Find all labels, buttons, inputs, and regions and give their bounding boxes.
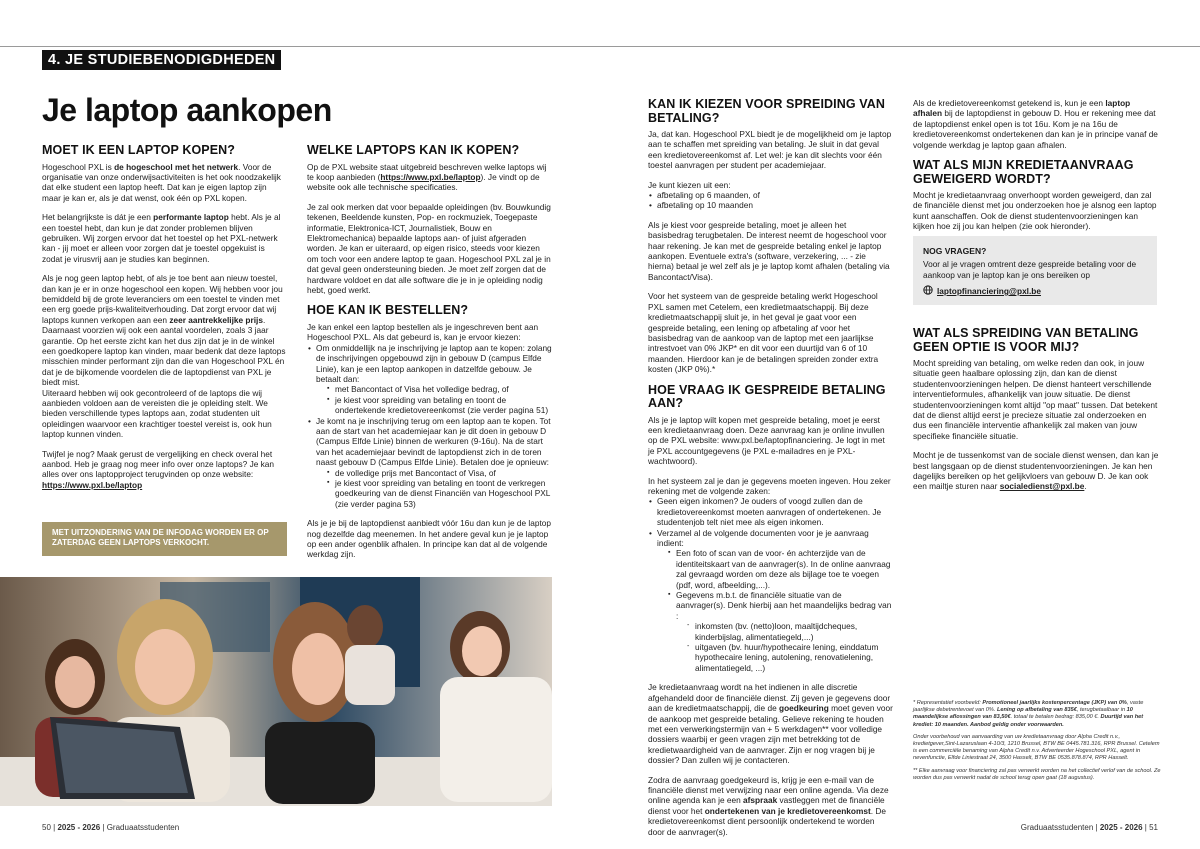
- paragraph: Op de PXL website staat uitgebreid beschreven welke laptops wij te koop aanbieden (https://www.pxl.be/laptop). Je vindt op de website ook alle technische specificaties.: [307, 161, 547, 193]
- footer-label-left: Graduaatsstudenten: [106, 823, 180, 832]
- list-item: • afbetaling op 10 maanden: [648, 200, 893, 210]
- column-4-lower: [913, 327, 1161, 501]
- paragraph: Mocht spreiding van betaling, om welke reden dan ook, in jouw situatie geen haalbare oplossing zijn, dan kan de dienst studentenvoorzieningen helpen. De dienst hanteert verschillende interventieformules, afhankelijk van jouw situatie. De dienst studentenvoorzieningen komt altijd "op maat" tussen. Dat betekent dat de dienst altijd eerst je precieze situatie zal onderzoeken en dus een financiële interventie afhankelijk zal maken van jouw specifieke financiële situatie.: [913, 358, 1158, 441]
- contact-box-text: Voor al je vragen omtrent deze gespreide betaling voor de aankoop van je laptop kan je ons bereiken op: [923, 259, 1137, 280]
- paragraph: Ja, dat kan. Hogeschool PXL biedt je de mogelijkheid om je laptop aan te schaffen met spreiding van betaling. Je sluit in dat geval een kredietovereenkomst af. Let wel: je kan dit slechts voor één toestel aanvragen per student per academiejaar.: [648, 129, 892, 171]
- contact-box-title: NOG VRAGEN?: [923, 246, 987, 256]
- requirements-list: [648, 496, 893, 673]
- paragraph: Als je nog geen laptop hebt, of als je toe bent aan nieuw toestel, dan kan je er in onze hogeschool een kopen. Wij hebben voor jou bemiddeld bij de grote leveranciers om een toestel te vinden met een erg goede prijs-kwaliteitverhouding. Dat zorgt ervoor dat wij laptops kunnen verkopen aan een zeer aantrekkelijke prijs. Daarnaast voorzien wij ook een aantal voordelen, zoals 3 jaar garantie. Op het eerste zicht kan het dus zijn dat je in de winkel een goedkopere laptop kan vinden, maar bedenk dat deze laptops misschien minder performant zijn dan die van Hogeschool PXL én dat je de bijkomende voordelen die de laptopdienst van PXL je biedt mist.: [42, 273, 286, 388]
- column-2: [307, 144, 552, 569]
- paragraph: Je kunt kiezen uit een:: [648, 179, 731, 190]
- list-item: ▪ met Bancontact of Visa het volledige bedrag, of: [326, 384, 552, 394]
- section-label: 4. JE STUDIEBENODIGDHEDEN: [42, 50, 281, 70]
- laptopfinanciering-email-link[interactable]: laptopfinanciering@pxl.be: [937, 286, 1041, 296]
- saturday-banner: MET UITZONDERING VAN DE INFODAG WORDEN ER OP ZATERDAG GEEN LAPTOPS VERKOCHT.: [42, 522, 287, 556]
- list-item: ▪ Gegevens m.b.t. de financiële situatie van de aanvrager(s). Denk hierbij aan het maandelijks bedrag van : - inkomsten (bv. (netto)loon, maaltijdcheques, kinderbijslag, alimentatiegeld,...) - uitgaven (bv. huur/hypothecaire lening, einddatum hypothecaire lening, autolening, renovatielening, alimentatiegeld, ...): [667, 590, 893, 673]
- list-item: • Je komt na je inschrijving terug om een laptop aan te kopen. Tot aan de start van het academiejaar kan je dit doen in gebouw D (Campus Elfde Linie) binnen de werkuren (9-16u). Na de start van het academiejaar bevindt de laptopdienst zich in de toren naast gebouw D (Campus Elfde Linie). Betalen doe je opnieuw: ▪ de volledige prijs met Bancontact of Visa, of ▪ je kiest voor spreiding van betaling en toont de verkregen goedkeuring van de dienst Financiën van Hogeschool PXL (zie verder pagina 53): [307, 416, 552, 510]
- heading-geen-optie: WAT ALS SPREIDING VAN BETALING GEEN OPTIE IS VOOR MIJ?: [913, 326, 1139, 354]
- column-4: [913, 98, 1161, 241]
- page-number-left: 50: [42, 823, 51, 832]
- contact-email-row[interactable]: [923, 285, 1147, 298]
- installment-options: [648, 190, 893, 211]
- paragraph: Als je je laptop wilt kopen met gespreide betaling, moet je eerst een kredietaanvraag doen. Deze aanvraag kan je online invullen op de PXL website: www.pxl.be/laptopfinanciering. Je logt in met je PXL accountgegevens (je PXL e-mailadres en je PXL-wachtwoord).: [648, 414, 885, 467]
- page-number-right: 51: [1149, 823, 1158, 832]
- paragraph: Twijfel je nog? Maak gerust de vergelijking en check overal het aanbod. Heb je graag nog meer info over onze laptops? Je kan alles over ons laptopproject terugvinden op onze website: https://www.pxl.be/laptop: [42, 448, 275, 490]
- contact-box: [913, 236, 1157, 305]
- footer-left: 50 | 2025 - 2026 | Graduaatsstudenten: [42, 823, 180, 832]
- footnote-2: Onder voorbehoud van aanvaarding van uw kredietaanvraag door Alpha Credit n.v., kredietgever,Sint-Lazaruslaan 4-10/3, 1210 Brussel, BTW BE 0445.781.316, RPR Brussel. Cetelem is een commerciële benaming van Alpha Credit n.v. Adverteerder Hogeschool PXL, agent in nevenfunctie, Elfde Liniestraat 24, 3500 Hasselt, BTW BE 0535.878.874, RPR Hasselt.: [913, 733, 1160, 762]
- footnote-3: ** Elke aanvraag voor financiering zal pas verwerkt worden na het collectief verlof van de school. Ze worden dus pas verwerkt nadat de school terug open gaat (18 augustus).: [913, 767, 1161, 781]
- list-item: - inkomsten (bv. (netto)loon, maaltijdcheques, kinderbijslag, alimentatiegeld,...): [686, 621, 893, 642]
- socialedienst-email-link[interactable]: socialedienst@pxl.be: [999, 481, 1085, 492]
- page-title: Je laptop aankopen: [42, 92, 332, 128]
- paragraph: In het systeem zal je dan je gegevens moeten ingeven. Hou zeker rekening met de volgende zaken:: [648, 475, 891, 496]
- heading-welke-laptops: WELKE LAPTOPS KAN IK KOPEN?: [307, 143, 520, 157]
- paragraph: Als je kiest voor gespreide betaling, moet je alleen het basisbedrag terugbetalen. De interest neemt de hogeschool voor haar rekening. Je kan met de gespreide betaling enkel je laptop aankopen. Eventuele extra's (software, verzekering, ... - zie hierna) betaal je wel zelf als je je laptop komt afhalen (betaling via Bancontact/Visa).: [648, 219, 890, 282]
- list-item: • Verzamel al de volgende documenten voor je je aanvraag indient: ▪ Een foto of scan van de voor- én achterzijde van de identiteitskaart van de aanvrager(s). In de online aanvraag zal gevraagd worden om deze als bijlage toe te voegen (pdf, word, afbeelding,...). ▪ Gegevens m.b.t. de financiële situatie van de aanvrager(s). Denk hierbij aan het maandelijks bedrag van : - inkomsten (bv. (netto)loon, maaltijdcheques, kinderbijslag, alimentatiegeld,...) - uitgaven (bv. huur/hypothecaire lening, einddatum hypothecaire lening, autolening, renovatielening, alimentatiegeld, ...): [648, 528, 893, 674]
- heading-hoe-bestellen: HOE KAN IK BESTELLEN?: [307, 303, 469, 318]
- list-item: ▪ de volledige prijs met Bancontact of Visa, of: [326, 468, 552, 478]
- footer-year-right: 2025 - 2026: [1099, 823, 1143, 832]
- list-item: ▪ je kiest voor spreiding van betaling en toont de verkregen goedkeuring van de dienst Financiën van Hogeschool PXL (zie verder pagina 53): [326, 478, 552, 509]
- paragraph: Mocht je kredietaanvraag onverhoopt worden geweigerd, dan zal de financiële dienst met jou onderzoeken hoe je alsnog een laptop kunt aanschaffen. Ook de dienst studentenvoorzieningen kan kijken hoe zij jou kan helpen (zie ook hieronder).: [913, 190, 1157, 232]
- list-item: • Om onmiddellijk na je inschrijving je laptop aan te kopen: zolang de inschrijvingen opgebouwd zijn in gebouw D (campus Elfde Linie), kan je een laptop aankopen in datzelfde gebouw. Je betaalt dan: ▪ met Bancontact of Visa het volledige bedrag, of ▪ je kiest voor spreiding van betaling en toont de ondertekende kredietovereenkomst (zie verder pagina 51): [307, 343, 552, 416]
- list-item: ▪ Een foto of scan van de voor- én achterzijde van de identiteitskaart van de aanvrager(s). In de online aanvraag zal gevraagd worden om deze als bijlage toe te voegen (pdf, word, afbeelding,...).: [667, 548, 893, 590]
- footnote-1: * Representatief voorbeeld: Promotioneel jaarlijks kostenpercentage (JKP) van 0%, vaste jaarlijkse debetrentevoet van 0%. Lening op afbetaling van 835€, terugbetaalbaar in 10 maandelijkse aflossingen van 83,50€. totaal te betalen bedrag: 835,00 €. Duurtijd van het krediet: 10 maanden. Aanbod geldig onder voorwaarden.: [913, 700, 1144, 728]
- paragraph: Voor het systeem van de gespreide betaling werkt Hogeschool PXL samen met Cetelem, een kredietmaatschappij. Bij deze kredietmaatschappij sluit je, in het geval je gaat voor een gespreide betaling, een lening op afbetaling af voor het basisbedrag van de aankoop van de laptop met een jaarlijkse intrestvoet van 0% JKP* en dit voor een duurtijd van 6 of 10 maanden. Hierdoor kan je de betalingen spreiden zonder extra kosten (JKP 0%).*: [648, 291, 879, 375]
- paragraph: Je kan enkel een laptop bestellen als je ingeschreven bent aan Hogeschool PXL. Als dat gebeurd is, kan je ervoor kiezen:: [307, 321, 539, 343]
- list-item: • afbetaling op 6 maanden, of: [648, 190, 893, 200]
- heading-geweigerd: WAT ALS MIJN KREDIETAANVRAAG GEWEIGERD WORDT?: [913, 158, 1134, 186]
- footer-right: Graduaatsstudenten | 2025 - 2026 | 51: [1020, 823, 1158, 832]
- paragraph: Als je je bij de laptopdienst aanbiedt vóór 16u dan kun je de laptop nog dezelfde dag meenemen. In het andere geval kun je je laptop op een ander ogenblik afhalen. In principe kan dat al de volgende werkdag zijn.: [307, 518, 552, 560]
- globe-icon: [923, 285, 933, 298]
- paragraph: Als de kredietovereenkomst getekend is, kun je een laptop afhalen bij de laptopdienst in gebouw D. Hou er rekening mee dat de laptopdienst enkel open is tot 16u. Kom je na 16u de kredietovereenkomst ondertekenen dan kan je in principe vanaf de volgende werkdag je laptop gaan afhalen.: [913, 98, 1158, 150]
- paragraph: Het belangrijkste is dát je een performante laptop hebt. Als je al een toestel hebt, dan kun je dat zonder problemen blijven gebruiken. Wij zorgen ervoor dat het toestel op het PXL-netwerk kan - jij moet er alleen voor zorgen dat je toestel opgekuist is zodat je virusvrij aan je studies kan beginnen.: [42, 212, 281, 264]
- column-1: [42, 144, 287, 499]
- list-item: - uitgaven (bv. huur/hypothecaire lening, einddatum hypothecaire lening, autolening, renovatielening, alimentatiegeld, ...): [686, 642, 893, 673]
- paragraph: Je zal ook merken dat voor bepaalde opleidingen (bv. Bouwkundig tekenen, Beeldende kunsten, Pop- en rockmuziek, Toegepaste informatie, Elektronica-ICT, Journalistiek, Bouw en Elektromechanica) bepaalde laptops aan- of juist afgeraden worden. Je kan er uiteraard, op eigen risico, steeds voor kiezen om toch voor een andere laptop te gaan. Hogeschool PXL zal je in dat geval geen ondersteuning bieden. Je moet zelf zorgen dat de hardware voldoet en dat alle software die je in je opleiding nodig hebt, goed werkt.: [307, 201, 551, 295]
- paragraph: Je kredietaanvraag wordt na het indienen in alle discretie afgehandeld door de financiële dienst. Zij geven je gegevens door aan de kredietmaatschappij, die de goedkeuring moet geven voor de aankoop met gespreide betaling. Gelieve rekening te houden met een verwerkingstermijn van + 5 werkdagen** voor volledige dossiers waarbij er geen vragen zijn met betrekking tot de kredietwaardigheid van de aanvrager. Zijn er nog vragen bij je dossier? Dan zullen wij je contacteren.: [648, 682, 893, 766]
- laptop-link-inline[interactable]: https://www.pxl.be/laptop: [380, 171, 481, 182]
- footnotes: [913, 700, 1161, 787]
- column-3: [648, 98, 893, 846]
- laptop-website-link[interactable]: https://www.pxl.be/laptop: [42, 479, 143, 490]
- students-photo: [0, 577, 552, 806]
- footer-label-right: Graduaatsstudenten: [1020, 823, 1094, 832]
- heading-moet-ik-kopen: MOET IK EEN LAPTOP KOPEN?: [42, 143, 236, 157]
- heading-spreiding: KAN IK KIEZEN VOOR SPREIDING VAN BETALING?: [648, 97, 886, 125]
- heading-hoe-aanvragen: HOE VRAAG IK GESPREIDE BETALING AAN?: [648, 382, 886, 411]
- order-options: [307, 343, 552, 510]
- paragraph: Mocht je de tussenkomst van de sociale dienst wensen, dan kan je best langsgaan op de dienst studentenvoorzieningen. Je kan hen dagelijks bereiken op het gelijkvloers van gebouw D. Je kan ook een mailtje sturen naar socialedienst@pxl.be.: [913, 450, 1159, 492]
- paragraph: Zodra de aanvraag goedgekeurd is, krijg je een e-mail van de financiële dienst met verwijzing naar een online agenda. Via deze online agenda kan je een afspraak vastleggen met de financiële dienst voor het ondertekenen van je kredietovereenkomst. De kredietovereenkomst dient persoonlijk ondertekend te worden door de aanvrager(s).: [648, 774, 889, 837]
- paragraph: Uiteraard hebben wij ook gecontroleerd of de laptops die wij aanbieden voldoen aan de vereisten die je opleiding stelt. We bieden verschillende types laptops aan, zodat studenten uit opleidingen waarvoor een krachtiger toestel vereist is, ook hun laptop kunnen vinden.: [42, 387, 272, 440]
- paragraph: Hogeschool PXL is de hogeschool met het netwerk. Voor de organisatie van onze onderwijsactiviteiten is het ook noodzakelijk dat elke student een laptop heeft. Dat kan je eigen laptop zijn maar je kan er, als je dat wenst, ook één op PXL kopen.: [42, 161, 281, 203]
- footer-year-left: 2025 - 2026: [57, 823, 101, 832]
- list-item: • Geen eigen inkomen? Je ouders of voogd zullen dan de kredietovereenkomst moeten aanvragen of ondertekenen. Je studentenjob telt niet mee als eigen inkomen.: [648, 496, 893, 527]
- top-rule: [0, 46, 1200, 47]
- list-item: ▪ je kiest voor spreiding van betaling en toont de ondertekende kredietovereenkomst (zie verder pagina 51): [326, 395, 552, 416]
